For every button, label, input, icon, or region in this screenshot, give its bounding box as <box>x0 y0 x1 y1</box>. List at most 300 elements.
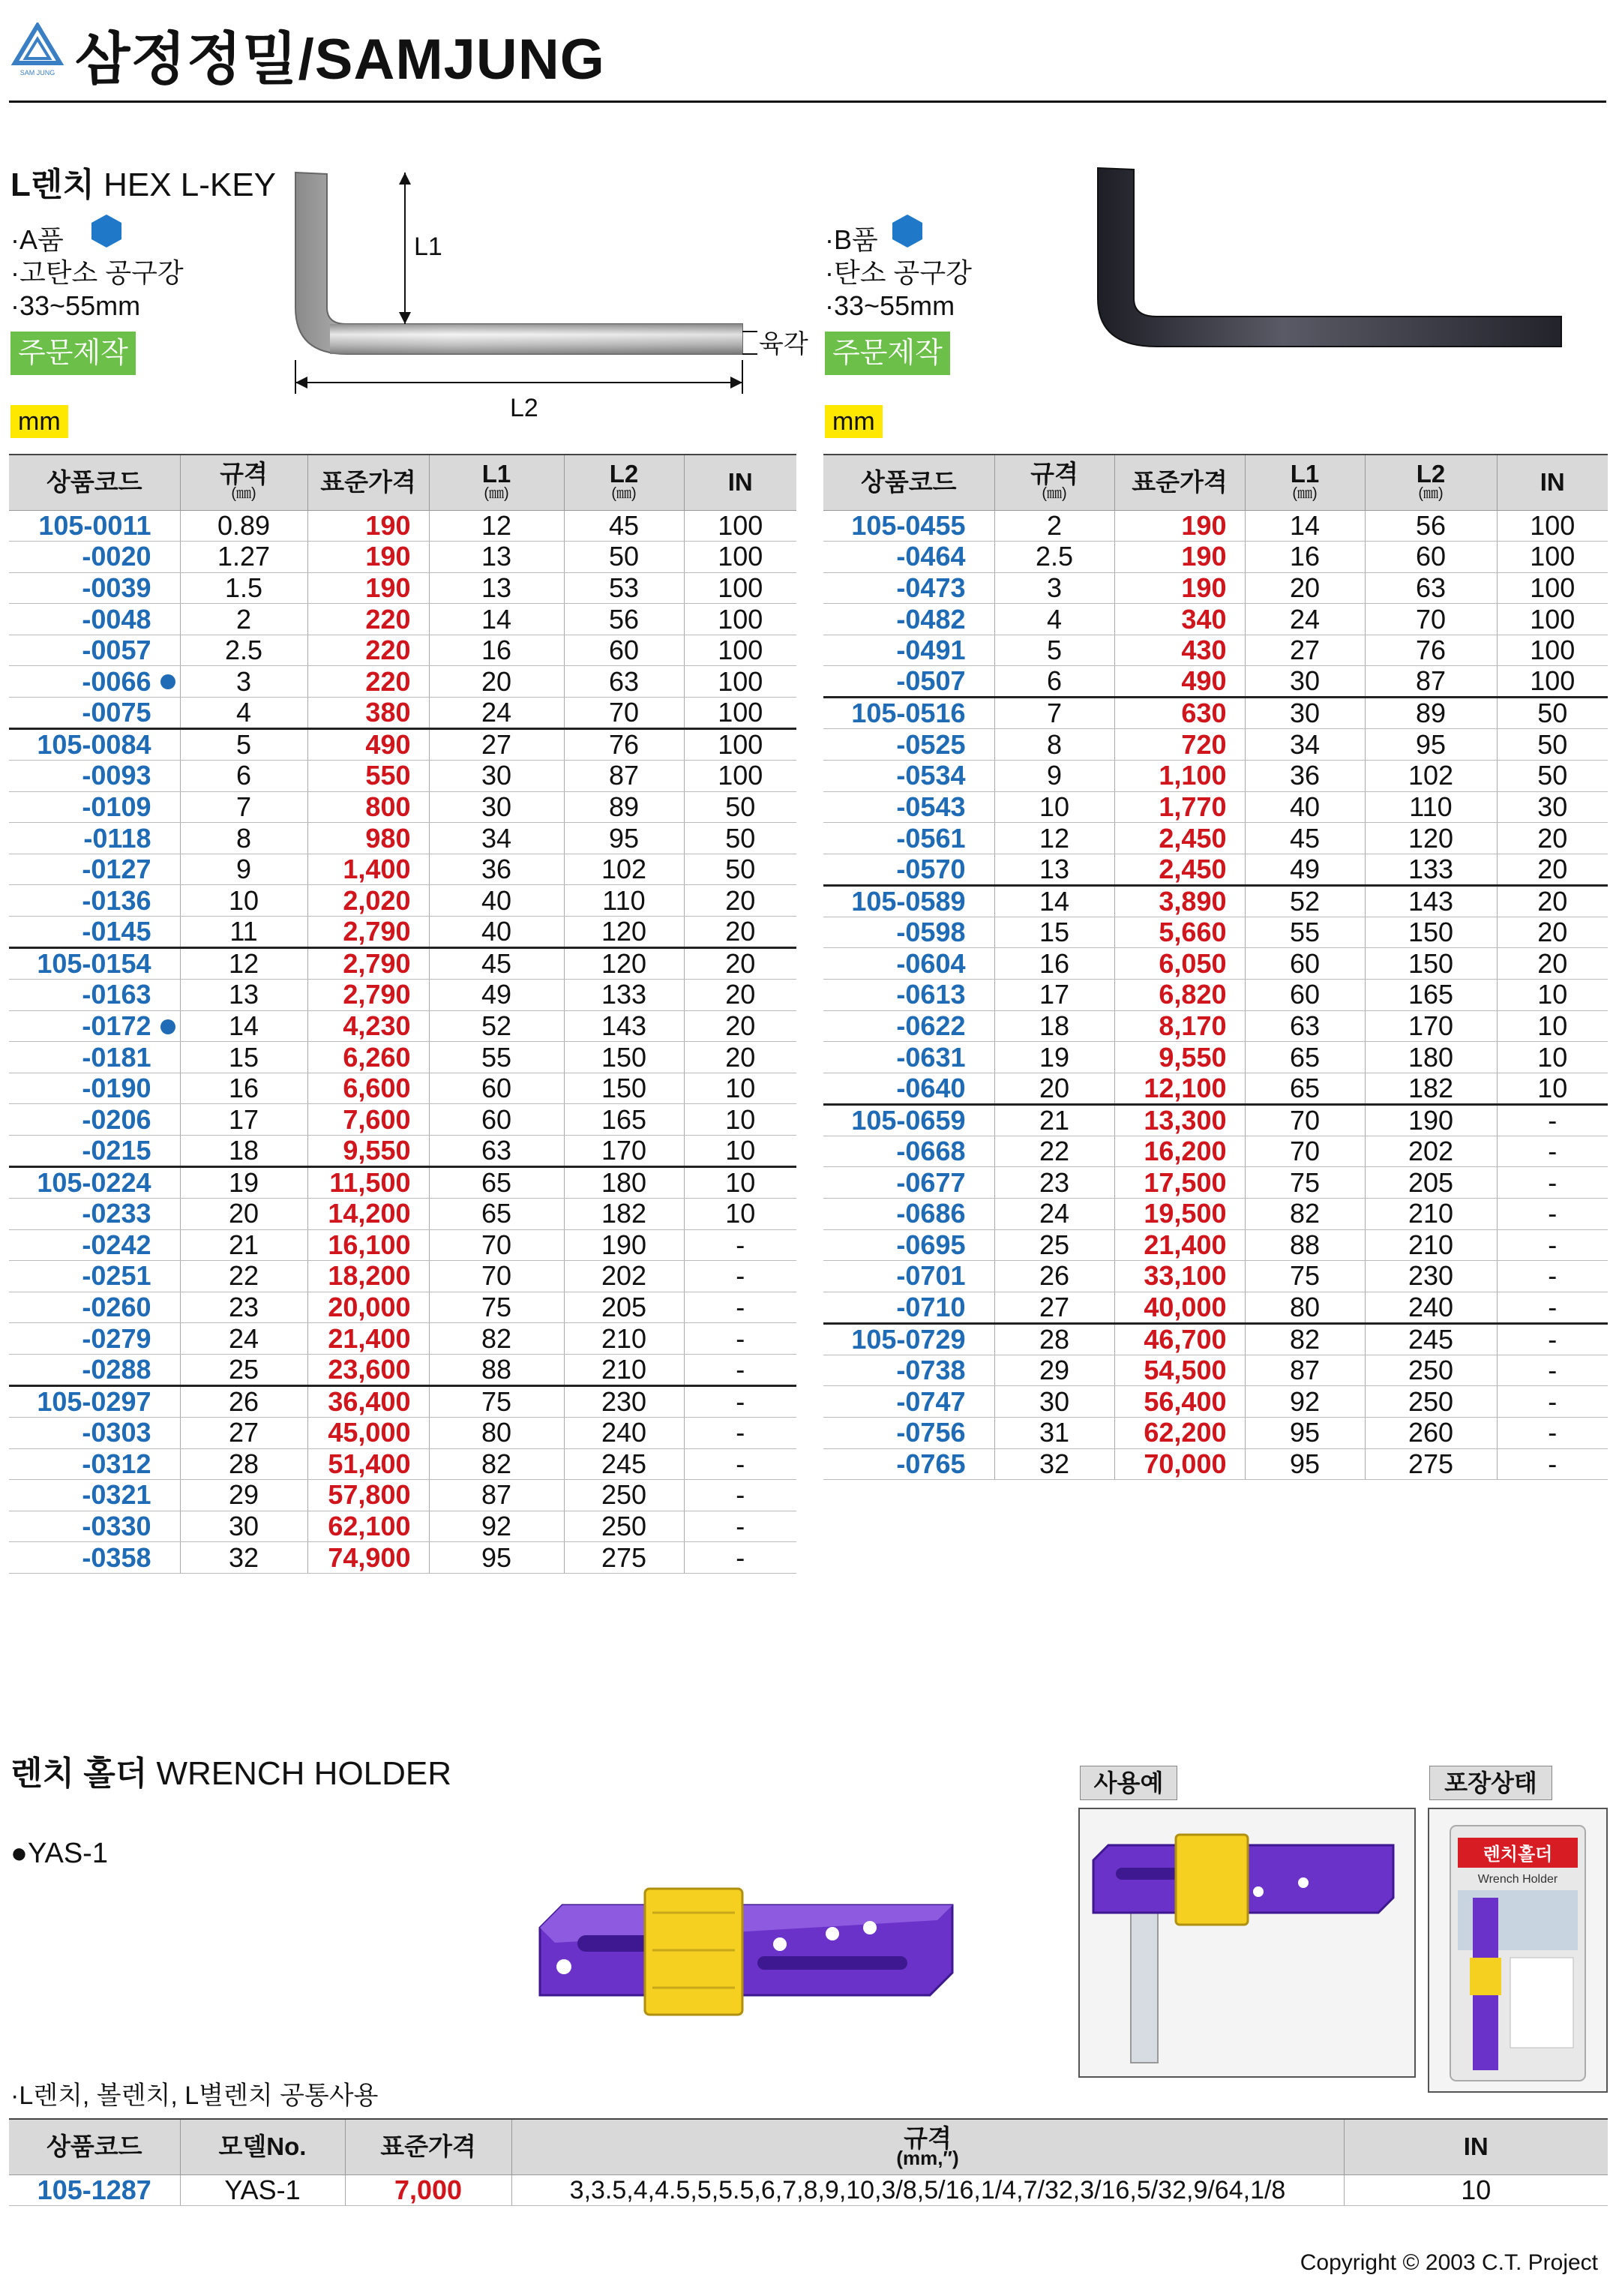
cell-code: -0604 <box>823 948 994 980</box>
cell-l2: 143 <box>564 1010 684 1042</box>
cell-l1: 95 <box>1245 1417 1365 1448</box>
cell-price: 74,900 <box>307 1542 429 1574</box>
cell-l2: 205 <box>1365 1167 1497 1199</box>
cell-price: 6,820 <box>1114 980 1245 1011</box>
table-row <box>823 1323 1608 1355</box>
cell-spec: 30 <box>994 1386 1114 1418</box>
cell-l1: 13 <box>429 572 564 604</box>
cell-code: -0640 <box>823 1073 994 1104</box>
cell-price: 57,800 <box>307 1480 429 1511</box>
samjung-logo-icon <box>10 23 64 77</box>
table-row <box>9 542 796 573</box>
cell-l2: 205 <box>564 1292 684 1323</box>
cell-spec: 2 <box>994 510 1114 542</box>
cell-in: 50 <box>1497 698 1608 729</box>
table-row <box>9 885 796 917</box>
lkey-b-bullet-grade: ·B품 <box>825 224 878 255</box>
table-row <box>9 1511 796 1542</box>
cell-in: 100 <box>1497 572 1608 604</box>
cell-price: 8,170 <box>1114 1010 1245 1042</box>
cell-code: -0172 <box>9 1010 180 1042</box>
cell-l1: 70 <box>429 1261 564 1292</box>
cell-l2: 120 <box>564 948 684 980</box>
cell-price: 3,890 <box>1114 885 1245 917</box>
table-row <box>823 666 1608 698</box>
cell-in: 20 <box>684 980 796 1011</box>
cell-l2: 53 <box>564 572 684 604</box>
cell-spec: 20 <box>180 1199 307 1230</box>
cell-in: - <box>1497 1229 1608 1261</box>
cell-l1: 34 <box>1245 729 1365 761</box>
cell-price: 70,000 <box>1114 1448 1245 1480</box>
cell-l1: 12 <box>429 510 564 542</box>
cell-code: -0233 <box>9 1199 180 1230</box>
cell-l2: 133 <box>1365 854 1497 885</box>
cell-code: -0482 <box>823 604 994 635</box>
cell-code: -0668 <box>823 1136 994 1167</box>
cell-in: - <box>684 1354 796 1385</box>
table-row <box>823 604 1608 635</box>
cell-in: - <box>684 1417 796 1448</box>
lkey-b-unit-badge: mm <box>825 405 883 438</box>
cell-code: -0765 <box>823 1448 994 1480</box>
cell-l2: 210 <box>564 1323 684 1355</box>
cell-price: 5,660 <box>1114 917 1245 948</box>
cell-in: 30 <box>1497 791 1608 823</box>
cell-price: 6,050 <box>1114 948 1245 980</box>
cell-l1: 92 <box>429 1511 564 1542</box>
table-row <box>9 823 796 854</box>
cell-spec: 2.5 <box>994 542 1114 573</box>
cell-in: 20 <box>684 1010 796 1042</box>
cell-code: 105-0154 <box>9 948 180 980</box>
cell-spec: 16 <box>994 948 1114 980</box>
holder-usage-image <box>1078 1808 1416 2078</box>
cell-l2: 180 <box>1365 1042 1497 1073</box>
table-row <box>823 1229 1608 1261</box>
table-row <box>9 1042 796 1073</box>
table-row <box>823 542 1608 573</box>
cell-l2: 63 <box>1365 572 1497 604</box>
table-row <box>9 698 796 729</box>
table-row <box>9 1448 796 1480</box>
table-row <box>9 1136 796 1167</box>
cell-l2: 240 <box>564 1417 684 1448</box>
cell-l1: 14 <box>429 604 564 635</box>
cell-spec: 15 <box>180 1042 307 1073</box>
cell-l2: 56 <box>1365 510 1497 542</box>
cell-spec: 3,3.5,4,4.5,5,5.5,6,7,8,9,10,3/8,5/16,1/4,7/32,3/16,5/32,9/64,1/8 <box>511 2174 1344 2206</box>
cell-spec: 15 <box>994 917 1114 948</box>
cell-l1: 16 <box>429 635 564 666</box>
cell-l1: 13 <box>429 542 564 573</box>
cell-spec: 2.5 <box>180 635 307 666</box>
cell-l1: 45 <box>1245 823 1365 854</box>
cell-price: 800 <box>307 791 429 823</box>
cell-l1: 70 <box>1245 1136 1365 1167</box>
col-header-code: 상품코드 <box>9 2119 180 2174</box>
cell-l1: 30 <box>429 791 564 823</box>
cell-l1: 60 <box>1245 948 1365 980</box>
cell-in: 100 <box>684 729 796 761</box>
cell-spec: 18 <box>994 1010 1114 1042</box>
cell-l2: 150 <box>1365 948 1497 980</box>
cell-code: -0613 <box>823 980 994 1011</box>
cell-code: -0598 <box>823 917 994 948</box>
cell-spec: 32 <box>994 1448 1114 1480</box>
cell-code: -0464 <box>823 542 994 573</box>
cell-l1: 36 <box>1245 761 1365 792</box>
cell-spec: 12 <box>180 948 307 980</box>
cell-in: 50 <box>684 823 796 854</box>
table-row <box>9 917 796 948</box>
col-header-in: IN <box>1497 455 1608 510</box>
table-row <box>823 1104 1608 1136</box>
cell-spec: 3 <box>994 572 1114 604</box>
cell-in: - <box>1497 1292 1608 1323</box>
col-header-code: 상품코드 <box>823 455 994 510</box>
cell-spec: 29 <box>994 1355 1114 1386</box>
cell-code: -0330 <box>9 1511 180 1542</box>
cell-spec: 14 <box>180 1010 307 1042</box>
cell-in: 20 <box>684 1042 796 1073</box>
cell-in: 20 <box>1497 854 1608 885</box>
cell-spec: 2 <box>180 604 307 635</box>
cell-in: 10 <box>684 1073 796 1104</box>
cell-spec: 24 <box>994 1199 1114 1230</box>
cell-in: 100 <box>684 635 796 666</box>
cell-in: 10 <box>1344 2174 1608 2206</box>
holder-section-title: 렌치 홀더 WRENCH HOLDER <box>10 1755 452 1792</box>
cell-l2: 133 <box>564 980 684 1011</box>
cell-spec: 28 <box>994 1323 1114 1355</box>
cell-l1: 49 <box>429 980 564 1011</box>
cell-spec: 12 <box>994 823 1114 854</box>
cell-price: 21,400 <box>307 1323 429 1355</box>
cell-l1: 88 <box>1245 1229 1365 1261</box>
cell-in: 10 <box>684 1136 796 1167</box>
cell-spec: 0.89 <box>180 510 307 542</box>
table-row <box>823 823 1608 854</box>
cell-code: 105-0516 <box>823 698 994 729</box>
cell-l1: 40 <box>429 917 564 948</box>
cell-l2: 202 <box>1365 1136 1497 1167</box>
cell-spec: 25 <box>180 1354 307 1385</box>
lkey-b-table <box>823 454 1608 1480</box>
cell-in: - <box>1497 1199 1608 1230</box>
table-row <box>823 1042 1608 1073</box>
table-row <box>9 1010 796 1042</box>
table-row <box>9 1073 796 1104</box>
cell-price: 56,400 <box>1114 1386 1245 1418</box>
cell-price: 62,100 <box>307 1511 429 1542</box>
table-row <box>823 948 1608 980</box>
col-header-price: 표준가격 <box>345 2119 511 2174</box>
cell-price: 720 <box>1114 729 1245 761</box>
lkey-section-title: L렌치 HEX L-KEY <box>10 167 276 203</box>
table-row <box>9 572 796 604</box>
col-header-l1: L1 (㎜) <box>429 455 564 510</box>
table-row <box>9 761 796 792</box>
cell-in: 50 <box>684 791 796 823</box>
cell-code: -0738 <box>823 1355 994 1386</box>
cell-l1: 40 <box>1245 791 1365 823</box>
cell-price: 13,300 <box>1114 1104 1245 1136</box>
cell-l1: 63 <box>1245 1010 1365 1042</box>
cell-code: -0136 <box>9 885 180 917</box>
cell-code: -0215 <box>9 1136 180 1167</box>
table-row <box>9 1354 796 1385</box>
cell-l1: 92 <box>1245 1386 1365 1418</box>
col-header-code: 상품코드 <box>9 455 180 510</box>
cell-price: 16,100 <box>307 1229 429 1261</box>
cell-spec: 31 <box>994 1417 1114 1448</box>
cell-l2: 165 <box>564 1104 684 1136</box>
cell-l2: 76 <box>1365 635 1497 666</box>
cell-spec: 9 <box>994 761 1114 792</box>
cell-l1: 36 <box>429 854 564 885</box>
lkey-a-bullet-material: ·고탄소 공구강 <box>10 257 184 288</box>
cell-code: -0534 <box>823 761 994 792</box>
table-row <box>9 1261 796 1292</box>
page-title: 삼정정밀/SAMJUNG <box>75 28 605 92</box>
cell-code: -0206 <box>9 1104 180 1136</box>
cell-code: -0251 <box>9 1261 180 1292</box>
cell-in: 10 <box>684 1167 796 1199</box>
cell-spec: 10 <box>180 885 307 917</box>
cell-spec: 27 <box>994 1292 1114 1323</box>
cell-code: -0570 <box>823 854 994 885</box>
holder-table <box>9 2118 1608 2206</box>
table-row <box>823 1261 1608 1292</box>
svg-text:SAM JUNG: SAM JUNG <box>19 69 55 77</box>
cell-spec: 32 <box>180 1542 307 1574</box>
table-row <box>9 1199 796 1230</box>
cell-code: -0561 <box>823 823 994 854</box>
col-header-spec: 규격 (㎜) <box>180 455 307 510</box>
col-header-l2: L2 (㎜) <box>1365 455 1497 510</box>
col-header-price: 표준가격 <box>307 455 429 510</box>
hexagon-icon <box>889 213 925 249</box>
cell-price: 6,600 <box>307 1073 429 1104</box>
col-header-in: IN <box>684 455 796 510</box>
cell-price: 220 <box>307 635 429 666</box>
cell-l2: 165 <box>1365 980 1497 1011</box>
cell-in: 20 <box>1497 885 1608 917</box>
cell-price: 1,400 <box>307 854 429 885</box>
cell-price: 7,600 <box>307 1104 429 1136</box>
cell-price: 12,100 <box>1114 1073 1245 1104</box>
cell-price: 9,550 <box>307 1136 429 1167</box>
cell-price: 33,100 <box>1114 1261 1245 1292</box>
cell-price: 54,500 <box>1114 1355 1245 1386</box>
cell-code: -0312 <box>9 1448 180 1480</box>
cell-price: 17,500 <box>1114 1167 1245 1199</box>
cell-price: 630 <box>1114 698 1245 729</box>
cell-price: 1,100 <box>1114 761 1245 792</box>
cell-price: 6,260 <box>307 1042 429 1073</box>
cell-code: -0303 <box>9 1417 180 1448</box>
cell-l2: 110 <box>1365 791 1497 823</box>
table-row <box>823 1010 1608 1042</box>
cell-l2: 89 <box>1365 698 1497 729</box>
cell-price: 190 <box>1114 572 1245 604</box>
cell-l1: 60 <box>429 1104 564 1136</box>
cell-in: 50 <box>1497 729 1608 761</box>
cell-spec: 28 <box>180 1448 307 1480</box>
cell-l2: 190 <box>564 1229 684 1261</box>
cell-in: 20 <box>684 885 796 917</box>
cell-l1: 70 <box>1245 1104 1365 1136</box>
cell-l1: 82 <box>429 1448 564 1480</box>
cell-in: 100 <box>684 761 796 792</box>
cell-l1: 27 <box>429 729 564 761</box>
usage-example-label: 사용예 <box>1080 1766 1177 1800</box>
cell-l2: 102 <box>1365 761 1497 792</box>
cell-spec: 9 <box>180 854 307 885</box>
cell-in: - <box>1497 1386 1608 1418</box>
cell-l2: 143 <box>1365 885 1497 917</box>
cell-price: 550 <box>307 761 429 792</box>
cell-l2: 120 <box>564 917 684 948</box>
table-row <box>823 1417 1608 1448</box>
cell-in: 20 <box>1497 917 1608 948</box>
cell-price: 2,790 <box>307 980 429 1011</box>
cell-code: -0701 <box>823 1261 994 1292</box>
blue-dot-icon <box>160 674 175 689</box>
cell-l1: 24 <box>1245 604 1365 635</box>
cell-spec: 8 <box>180 823 307 854</box>
cell-code: -0507 <box>823 666 994 698</box>
cell-code: 105-1287 <box>9 2174 180 2206</box>
cell-in: - <box>1497 1136 1608 1167</box>
cell-price: 21,400 <box>1114 1229 1245 1261</box>
cell-in: 20 <box>1497 948 1608 980</box>
cell-in: 10 <box>1497 1042 1608 1073</box>
table-row <box>9 1292 796 1323</box>
cell-in: 100 <box>1497 510 1608 542</box>
cell-l2: 182 <box>564 1199 684 1230</box>
cell-l1: 95 <box>1245 1448 1365 1480</box>
diagram-label-l1: L1 <box>414 233 442 261</box>
lkey-a-bullet-size: ·33~55mm <box>10 290 141 321</box>
cell-spec: 1.5 <box>180 572 307 604</box>
cell-l2: 95 <box>564 823 684 854</box>
col-header-l1: L1 (㎜) <box>1245 455 1365 510</box>
cell-in: 100 <box>1497 666 1608 698</box>
cell-l2: 120 <box>1365 823 1497 854</box>
cell-l2: 60 <box>564 635 684 666</box>
cell-code: -0163 <box>9 980 180 1011</box>
col-header-model: 모델No. <box>180 2119 345 2174</box>
cell-l2: 260 <box>1365 1417 1497 1448</box>
table-row <box>823 1167 1608 1199</box>
cell-l1: 95 <box>429 1542 564 1574</box>
cell-l2: 250 <box>1365 1386 1497 1418</box>
cell-price: 36,400 <box>307 1385 429 1417</box>
diagram-label-hex: 육각 <box>759 330 808 359</box>
cell-spec: 3 <box>180 666 307 698</box>
cell-in: 100 <box>684 542 796 573</box>
cell-price: 20,000 <box>307 1292 429 1323</box>
cell-l1: 82 <box>1245 1199 1365 1230</box>
cell-price: 11,500 <box>307 1167 429 1199</box>
cell-code: -0145 <box>9 917 180 948</box>
cell-code: 105-0729 <box>823 1323 994 1355</box>
cell-in: 10 <box>684 1199 796 1230</box>
cell-price: 9,550 <box>1114 1042 1245 1073</box>
cell-l1: 60 <box>429 1073 564 1104</box>
cell-code: 105-0455 <box>823 510 994 542</box>
cell-in: - <box>684 1385 796 1417</box>
cell-l2: 70 <box>1365 604 1497 635</box>
cell-code: -0260 <box>9 1292 180 1323</box>
table-row <box>9 948 796 980</box>
lkey-a-order-badge: 주문제작 <box>10 332 136 375</box>
cell-l1: 65 <box>429 1199 564 1230</box>
holder-package-image <box>1428 1808 1608 2093</box>
cell-l1: 87 <box>429 1480 564 1511</box>
cell-in: - <box>684 1323 796 1355</box>
cell-in: - <box>1497 1104 1608 1136</box>
cell-l2: 210 <box>564 1354 684 1385</box>
table-row <box>9 1417 796 1448</box>
cell-in: - <box>684 1261 796 1292</box>
cell-l2: 87 <box>1365 666 1497 698</box>
table-row <box>823 572 1608 604</box>
cell-in: 100 <box>684 510 796 542</box>
cell-code: -0066 <box>9 666 180 698</box>
table-row <box>823 729 1608 761</box>
table-row <box>823 635 1608 666</box>
holder-usage-note: ·L렌치, 볼렌치, L별렌치 공통사용 <box>10 2081 379 2110</box>
cell-spec: 13 <box>180 980 307 1011</box>
cell-spec: 17 <box>180 1104 307 1136</box>
cell-price: 40,000 <box>1114 1292 1245 1323</box>
cell-l2: 150 <box>564 1042 684 1073</box>
cell-price: 220 <box>307 666 429 698</box>
cell-spec: 27 <box>180 1417 307 1448</box>
table-row <box>823 1199 1608 1230</box>
cell-in: 100 <box>1497 542 1608 573</box>
cell-price: 380 <box>307 698 429 729</box>
blue-dot-icon <box>160 1019 175 1034</box>
table-row <box>823 1386 1608 1418</box>
cell-l2: 76 <box>564 729 684 761</box>
cell-l2: 180 <box>564 1167 684 1199</box>
cell-spec: 30 <box>180 1511 307 1542</box>
col-header-l2: L2 (㎜) <box>564 455 684 510</box>
cell-l1: 27 <box>1245 635 1365 666</box>
cell-in: - <box>684 1448 796 1480</box>
cell-code: -0747 <box>823 1386 994 1418</box>
cell-code: -0695 <box>823 1229 994 1261</box>
table-row <box>823 698 1608 729</box>
cell-price: 14,200 <box>307 1199 429 1230</box>
cell-l2: 63 <box>564 666 684 698</box>
cell-l1: 20 <box>1245 572 1365 604</box>
cell-l1: 75 <box>429 1385 564 1417</box>
lkey-b-order-badge: 주문제작 <box>825 332 950 375</box>
cell-price: 2,450 <box>1114 823 1245 854</box>
cell-l2: 50 <box>564 542 684 573</box>
col-header-spec: 규격 (㎜) <box>994 455 1114 510</box>
cell-price: 2,790 <box>307 948 429 980</box>
cell-price: 980 <box>307 823 429 854</box>
cell-price: 46,700 <box>1114 1323 1245 1355</box>
cell-price: 490 <box>1114 666 1245 698</box>
cell-in: 100 <box>1497 604 1608 635</box>
